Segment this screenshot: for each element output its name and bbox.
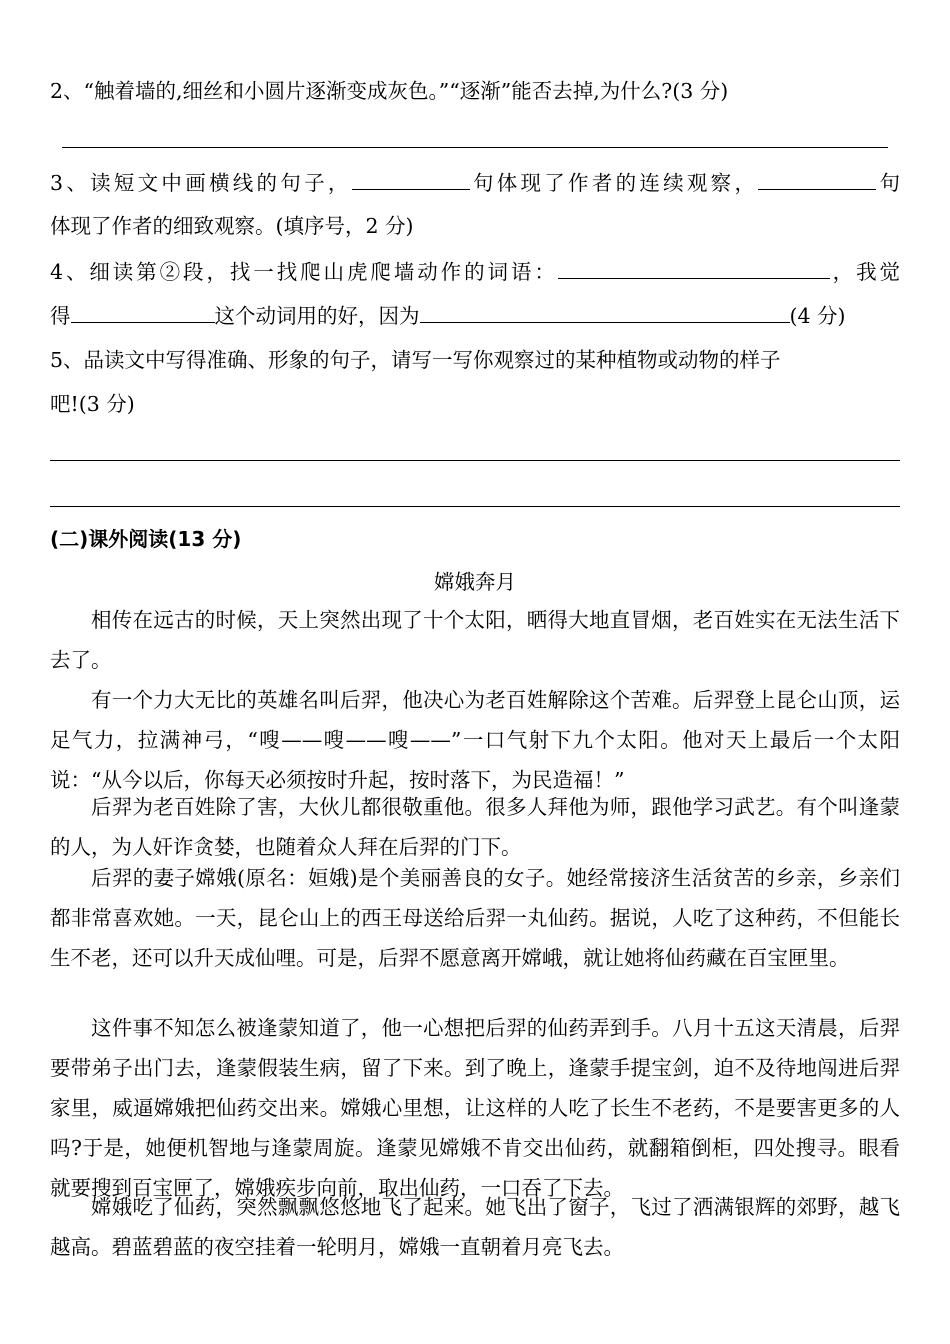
q4-blank-2[interactable] xyxy=(71,300,215,323)
question-2: 2、“触着墙的,细丝和小圆片逐渐变成灰色。”“逐渐”能否去掉,为什么?(3 分) xyxy=(50,79,729,103)
question-5-line-1: 5、品读文中写得准确、形象的句子，请写一写你观察过的某种植物或动物的样子 xyxy=(50,348,781,372)
story-paragraph: 后羿为老百姓除了害，大伙儿都很敬重他。很多人拜他为师，跟他学习武艺。有个叫逢蒙的人，为人奸诈贪婪，也随着众人拜在后羿的门下。 xyxy=(50,795,900,859)
q3-text-b: 句体现了作者的连续观察， xyxy=(469,171,759,195)
story-title: 嫦娥奔月 xyxy=(434,570,516,594)
q4-blank-3[interactable] xyxy=(420,300,790,323)
q4-text-e: (4 分) xyxy=(789,304,846,328)
q4-text-a: 4、细读第②段，找一找爬山虎爬墙动作的词语： xyxy=(50,260,558,284)
q3-text-c: 句 xyxy=(876,171,901,195)
answer-line-q5-1[interactable] xyxy=(50,460,900,461)
story-paragraph: 这件事不知怎么被逢蒙知道了，他一心想把后羿的仙药弄到手。八月十五这天清晨，后羿要带弟子出门去，逢蒙假装生病，留了下来。到了晚上，逢蒙手提宝剑，迫不及待地闯进后羿家里，威逼嫦娥把仙药交出来。嫦娥心里想，让这样的人吃了长生不老药，不是要害更多的人吗?于是，她便机智地与逢蒙周旋。逢蒙见嫦娥不肯交出仙药，就翻箱倒柜，四处搜寻。眼看就要搜到百宝匣了，嫦娥疾步向前，取出仙药，一口吞了下去。 xyxy=(50,1016,900,1200)
section-heading: (二)课外阅读(13 分) xyxy=(50,527,242,551)
q4-blank-1[interactable] xyxy=(558,256,830,279)
story-paragraph: 嫦娥吃了仙药，突然飘飘悠悠地飞了起来。她飞出了窗子，飞过了洒满银辉的郊野，越飞越高。碧蓝碧蓝的夜空挂着一轮明月，嫦娥一直朝着月亮飞去。 xyxy=(50,1195,900,1259)
answer-line-q2[interactable] xyxy=(62,147,888,148)
q3-text-a: 3、读短文中画横线的句子， xyxy=(50,171,352,195)
story-paragraph: 后羿的妻子嫦娥(原名：姮娥)是个美丽善良的女子。她经常接济生活贫苦的乡亲，乡亲们都非常喜欢她。一天，昆仑山上的西王母送给后羿一丸仙药。据说，人吃了这种药，不但能长生不老，还可以升天成仙哩。可是，后羿不愿意离开嫦峨，就让她将仙药藏在百宝匣里。 xyxy=(50,866,900,970)
question-3-line-1 xyxy=(50,167,900,198)
q4-text-c: 得 xyxy=(50,304,71,328)
q4-text-d: 这个动词用的好，因为 xyxy=(214,304,420,328)
question-3-line-2: 体现了作者的细致观察。(填序号，2 分) xyxy=(50,214,414,238)
q3-blank-2[interactable] xyxy=(758,167,876,190)
question-4-line-1 xyxy=(50,256,900,287)
question-5-line-2: 吧!(3 分) xyxy=(50,392,135,416)
q3-blank-1[interactable] xyxy=(352,167,470,190)
answer-line-q5-2[interactable] xyxy=(50,506,900,507)
story-paragraph: 有一个力大无比的英雄名叫后羿，他决心为老百姓解除这个苦难。后羿登上昆仑山顶，运足气力，拉满神弓，“嗖——嗖——嗖——”一口气射下九个太阳。他对天上最后一个太阳说：“从今以后，你每天必须按时升起，按时落下，为民造福！” xyxy=(50,688,900,792)
question-4-line-2 xyxy=(50,300,900,331)
story-paragraph: 相传在远古的时候，天上突然出现了十个太阳，晒得大地直冒烟，老百姓实在无法生活下去了。 xyxy=(50,608,900,672)
q4-text-b: ，我觉 xyxy=(829,260,901,284)
